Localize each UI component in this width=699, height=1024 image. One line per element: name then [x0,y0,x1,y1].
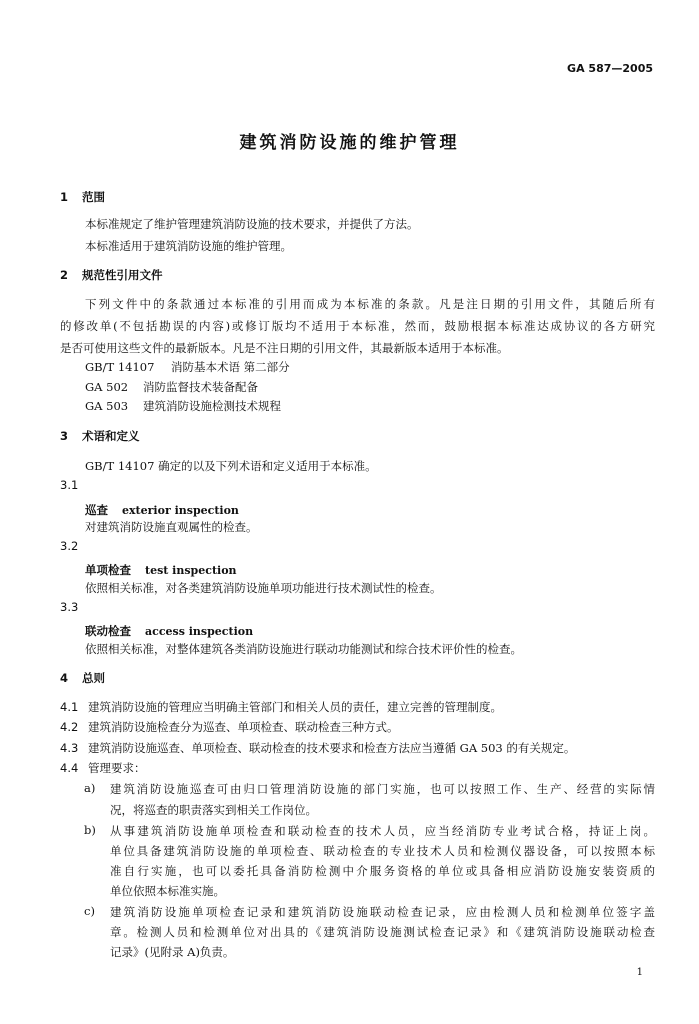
clause-4-2 [60,719,399,735]
list-item-c-line-2: 章。检测人员和检测单位对出具的《建筑消防设施测试检查记录》和《建筑消防设施联动检查 [110,925,655,939]
clause-number: 4.4 [60,761,79,775]
list-item-a-line-1: 建筑消防设施巡查可由归口管理消防设施的部门实施，也可以按照工作、生产、经营的实际情 [110,782,655,796]
term-name-en: exterior inspection [122,504,239,517]
section-3-intro: GB/T 14107 确定的以及下列术语和定义适用于本标准。 [85,459,377,473]
reference-title: 建筑消防设施检测技术规程 [143,399,281,413]
reference-item [85,379,258,395]
term-definition: 依照相关标准，对各类建筑消防设施单项功能进行技术测试性的检查。 [85,581,442,595]
section-1-title: 范围 [82,190,106,204]
term-name [85,620,253,639]
list-item-b-line-3: 准自行实施，也可以委托具备消防检测中介服务资格的单位或具备相应消防设施安装资质的 [110,864,655,878]
list-item-label: c) [84,904,95,918]
list-item-b-line-1: 从事建筑消防设施单项检查和联动检查的技术人员，应当经消防专业考试合格，持证上岗。 [110,824,655,838]
term-name-zh: 联动检查 [85,624,131,638]
reference-code: GA 503 [85,399,129,413]
term-number: 3.2 [60,539,79,553]
list-item-b-line-2: 单位具备建筑消防设施的单项检查、联动检查的专业技术人员和检测仪器设备，可以按照本标 [110,844,655,858]
section-4-title: 总则 [82,671,106,685]
section-2-paragraph-line-1: 下列文件中的条款通过本标准的引用而成为本标准的条款。凡是注日期的引用文件，其随后所有 [85,297,655,311]
clause-text: 建筑消防设施检查分为巡查、单项检查、联动检查三种方式。 [88,720,399,734]
reference-code: GA 502 [85,380,129,394]
clause-4-1 [60,699,502,715]
section-3-title: 术语和定义 [82,429,140,443]
section-2-number: 2 [60,268,69,282]
list-item-c-line-1: 建筑消防设施单项检查记录和建筑消防设施联动检查记录，应由检测人员和检测单位签字盖 [110,905,655,919]
section-4-heading [60,670,105,686]
clause-number: 4.3 [60,741,79,755]
clause-number: 4.2 [60,720,79,734]
section-3-number: 3 [60,429,69,443]
reference-item [85,398,281,414]
reference-code: GB/T 14107 [85,360,155,374]
term-name [85,499,239,518]
section-4-number: 4 [60,671,69,685]
term-definition: 依照相关标准，对整体建筑各类消防设施进行联动功能测试和综合技术评价性的检查。 [85,642,522,656]
term-number: 3.3 [60,600,79,614]
list-item-label: b) [84,823,96,837]
list-item-a-line-2: 况，将巡查的职责落实到相关工作岗位。 [110,803,317,817]
list-item-c-line-3: 记录》(见附录 A)负责。 [110,945,235,959]
section-1-heading [60,189,105,205]
list-item-label: a) [84,781,96,795]
clause-text: 建筑消防设施的管理应当明确主管部门和相关人员的责任，建立完善的管理制度。 [88,700,502,714]
clause-text: 管理要求： [88,761,146,775]
section-1-number: 1 [60,190,69,204]
section-1-paragraph-2: 本标准适用于建筑消防设施的维护管理。 [85,239,292,253]
reference-title: 消防监督技术装备配备 [143,380,258,394]
term-definition: 对建筑消防设施直观属性的检查。 [85,520,258,534]
term-name [85,559,237,578]
document-title: 建筑消防设施的维护管理 [239,133,460,153]
reference-item [85,359,290,375]
term-name-zh: 巡查 [85,503,108,517]
clause-number: 4.1 [60,700,79,714]
list-item-b-line-4: 单位依照本标准实施。 [110,884,225,898]
clause-4-4 [60,760,146,776]
section-2-heading [60,267,163,283]
section-2-title: 规范性引用文件 [82,268,163,282]
reference-title: 消防基本术语 第二部分 [171,360,290,374]
section-2-paragraph-line-2: 的修改单(不包括勘误的内容)或修订版均不适用于本标准，然而，鼓励根据本标准达成协议的各方研究 [60,319,655,333]
clause-text: 建筑消防设施巡查、单项检查、联动检查的技术要求和检查方法应当遵循 GA 503 的有关规定。 [88,741,576,755]
term-number: 3.1 [60,478,79,492]
term-name-en: test inspection [145,564,237,577]
clause-4-3 [60,740,575,756]
section-2-paragraph-line-3: 是否可使用这些文件的最新版本。凡是不注日期的引用文件，其最新版本适用于本标准。 [60,341,509,355]
section-3-heading [60,428,140,444]
page-number: 1 [636,967,643,978]
section-1-paragraph-1: 本标准规定了维护管理建筑消防设施的技术要求，并提供了方法。 [85,217,419,231]
term-name-en: access inspection [145,625,254,638]
term-name-zh: 单项检查 [85,563,131,577]
standard-number: GA 587—2005 [567,62,653,75]
